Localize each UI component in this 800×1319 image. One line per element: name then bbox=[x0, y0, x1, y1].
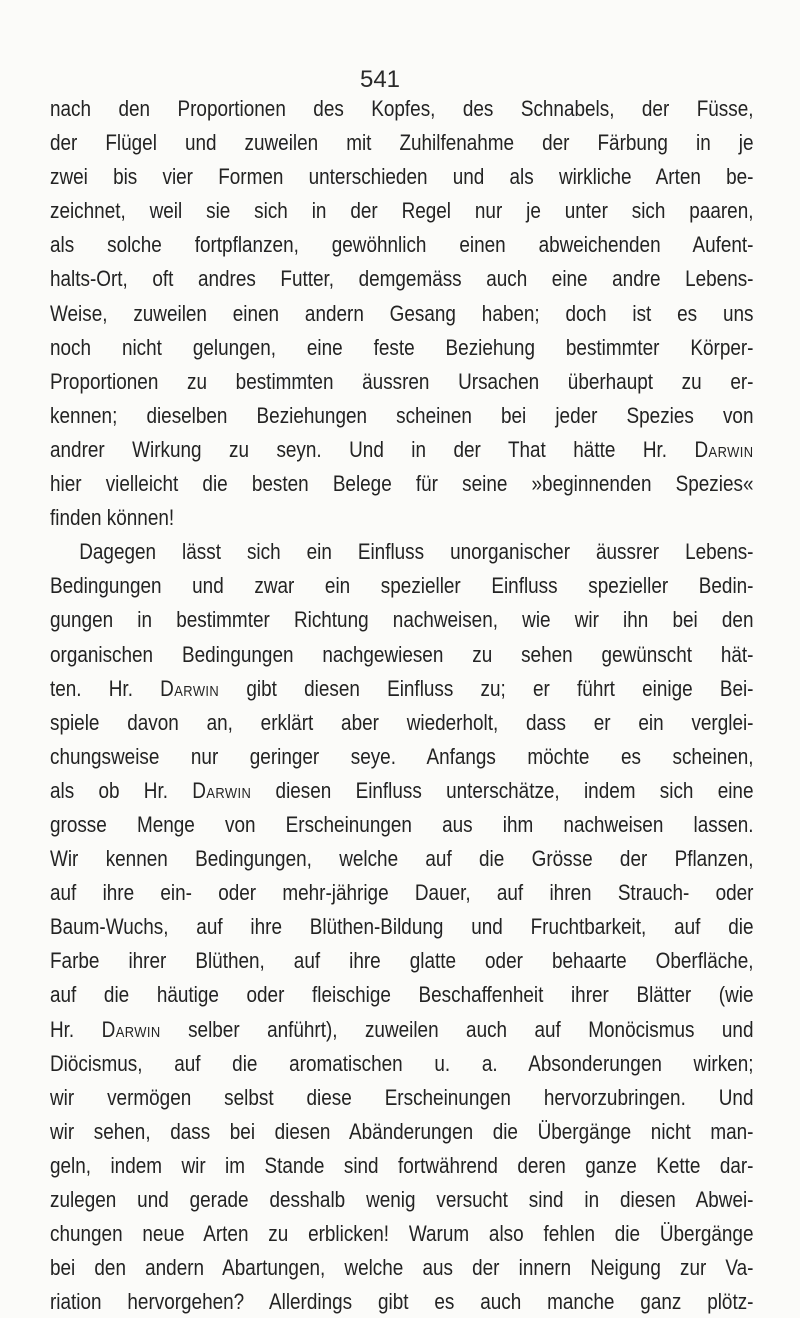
text-line: kennen; dieselben Beziehungen scheinen bei jeder Spezies von bbox=[50, 402, 754, 428]
page-number: 541 bbox=[359, 66, 401, 93]
author-name: Darwin bbox=[101, 1016, 161, 1042]
text-line: Proportionen zu bestimmten äussren Ursachen überhaupt zu er- bbox=[50, 368, 754, 394]
text-line: grosse Menge von Erscheinungen aus ihm nachweisen lassen. bbox=[50, 811, 754, 837]
text-line: ten. Hr. Darwin gibt diesen Einfluss zu; er führt einige Bei- bbox=[50, 675, 754, 701]
text-line: wir sehen, dass bei diesen Abänderungen die Übergänge nicht man- bbox=[50, 1118, 754, 1144]
text-line: Baum-Wuchs, auf ihre Blüthen-Bildung und Fruchtbarkeit, auf die bbox=[50, 914, 754, 940]
text-line: zulegen und gerade desshalb wenig versucht sind in diesen Abwei- bbox=[50, 1187, 754, 1212]
author-name: Darwin bbox=[192, 777, 252, 803]
text-line: Dagegen lässt sich ein Einfluss unorganischer äussrer Lebens- bbox=[79, 539, 754, 565]
text-line: spiele davon an, erklärt aber wiederholt, dass er ein verglei- bbox=[50, 709, 754, 735]
text-line: auf ihre ein- oder mehr-jährige Dauer, auf ihren Strauch- oder bbox=[50, 880, 754, 906]
text-line: Hr. Darwin selber anführt), zuweilen auch auf Monöcismus und bbox=[50, 1016, 754, 1042]
text-line: gungen in bestimmter Richtung nachweisen, wie wir ihn bei den bbox=[50, 607, 754, 633]
text-line: andrer Wirkung zu seyn. Und in der That hätte Hr. Darwin bbox=[50, 436, 754, 462]
text-line: nach den Proportionen des Kopfes, des Schnabels, der Füsse, bbox=[50, 96, 754, 121]
text-line: noch nicht gelungen, eine feste Beziehung bestimmter Körper- bbox=[50, 334, 754, 360]
text-line: geln, indem wir im Stande sind fortwährend deren ganze Kette dar- bbox=[50, 1152, 754, 1178]
text-line: Diöcismus, auf die aromatischen u. a. Absonderungen wirken; bbox=[50, 1050, 754, 1076]
text-line: Weise, zuweilen einen andern Gesang haben; doch ist es uns bbox=[50, 300, 754, 326]
text-line: chungsweise nur geringer seye. Anfangs möchte es scheinen, bbox=[50, 743, 754, 769]
text-line: als solche fortpflanzen, gewöhnlich einen abweichenden Aufent- bbox=[50, 232, 754, 258]
text-line: chungen neue Arten zu erblicken! Warum also fehlen die Übergänge bbox=[50, 1221, 754, 1247]
text-line: Farbe ihrer Blüthen, auf ihre glatte oder behaarte Oberfläche, bbox=[50, 948, 754, 974]
text-line: hier vielleicht die besten Belege für seine »beginnenden Spezies« bbox=[50, 471, 754, 497]
text-line: wir vermögen selbst diese Erscheinungen hervorzubringen. Und bbox=[50, 1084, 754, 1110]
author-name: Darwin bbox=[160, 675, 220, 701]
text-line: Wir kennen Bedingungen, welche auf die Grösse der Pflanzen, bbox=[50, 846, 754, 872]
text-line: bei den andern Abartungen, welche aus der innern Neigung zur Va- bbox=[50, 1255, 754, 1281]
text-line: auf die häutige oder fleischige Beschaffenheit ihrer Blätter (wie bbox=[50, 982, 754, 1008]
text-line: der Flügel und zuweilen mit Zuhilfenahme der Färbung in je bbox=[50, 130, 754, 156]
text-line: halts-Ort, oft andres Futter, demgemäss auch eine andre Lebens- bbox=[50, 266, 754, 292]
author-name: Darwin bbox=[694, 436, 754, 462]
body-text bbox=[50, 92, 754, 1319]
text-line: organischen Bedingungen nachgewiesen zu sehen gewünscht hät- bbox=[50, 641, 754, 667]
text-line: finden können! bbox=[50, 505, 175, 531]
text-line: als ob Hr. Darwin diesen Einfluss unterschätze, indem sich eine bbox=[50, 777, 754, 803]
text-line: Bedingungen und zwar ein spezieller Einfluss spezieller Bedin- bbox=[50, 573, 754, 599]
text-line: zeichnet, weil sie sich in der Regel nur je unter sich paaren, bbox=[50, 198, 754, 224]
text-line: riation hervorgehen? Allerdings gibt es auch manche ganz plötz- bbox=[50, 1289, 754, 1315]
text-line: zwei bis vier Formen unterschieden und als wirkliche Arten be- bbox=[50, 164, 754, 190]
